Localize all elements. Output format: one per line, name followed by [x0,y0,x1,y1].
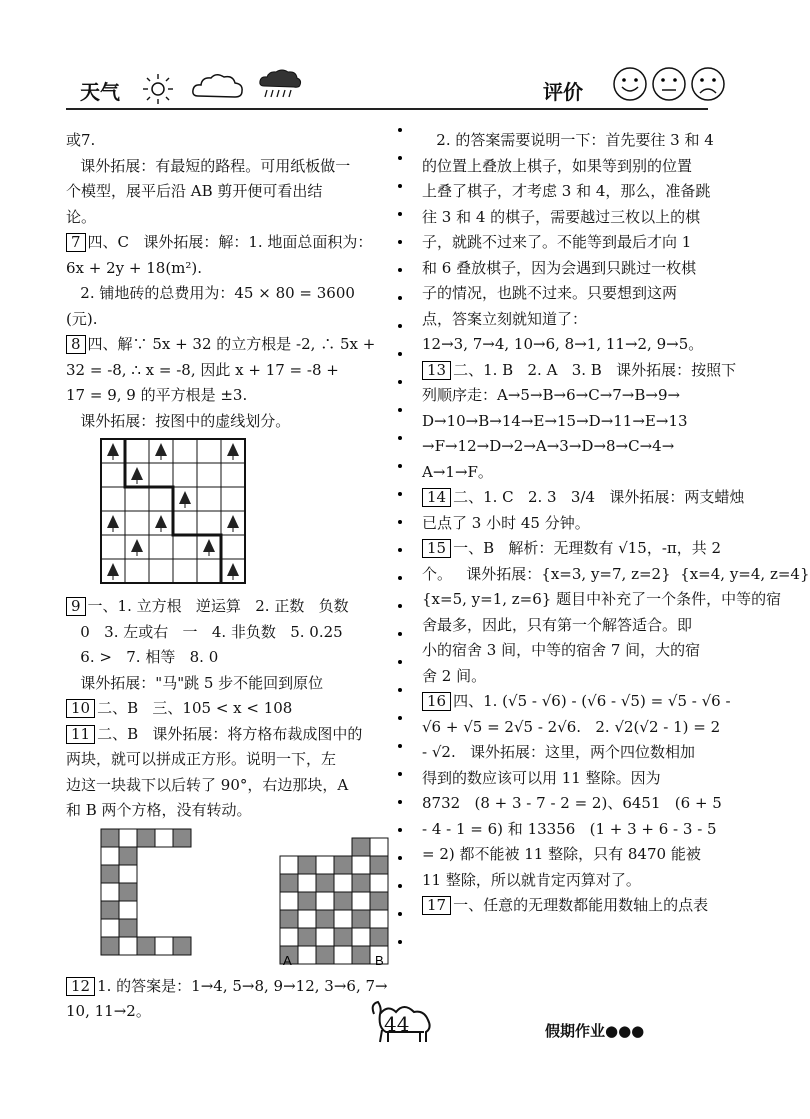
separator-dot [398,744,402,748]
answer-item [66,974,388,1000]
text-line: →F→12→D→2→A→3→D→8→C→4→ [422,437,675,455]
text-line: 得到的数应该可以用 11 整除。因为 [422,768,661,787]
item-number-box: 16 [422,692,451,711]
text-line: 舍最多，因此，只有第一个解答适合。即 [422,615,693,634]
item-text: 一、1. 立方根 逆运算 2. 正数 负数 [87,597,349,615]
answer-item [422,485,745,511]
grid-figure-cloth [100,828,400,968]
rating-label: 评价 [543,80,583,104]
text-line: 两块，就可以拼成正方形。说明一下，左 [66,750,337,768]
sun-icon [140,72,176,106]
item-text: 一、B 解析：无理数有 √15，-π，共 2 [453,539,722,557]
text-line: 个。 课外拓展：{x=3, y=7, z=2} {x=4, y=4, z=4} [422,564,810,583]
separator-dot [398,800,402,804]
separator-dot [398,660,402,664]
item-number-box: 17 [422,896,451,915]
text-line: 子的情况，也跳不过来。只要想到这两 [422,284,678,302]
item-number-box: 8 [66,335,86,354]
separator-dot [398,940,402,944]
separator-dot [398,156,402,160]
item-number-box: 13 [422,361,451,380]
item-text: 四、解∵ 5x + 32 的立方根是 -2, ∴ 5x + [87,335,376,353]
separator-dot [398,688,402,692]
text-line: 小的宿舍 3 间，中等的宿舍 7 间，大的宿 [422,641,701,659]
sad-face-icon [690,66,726,102]
separator-dot [398,128,402,132]
text-line: 点，答案立刻就知道了： [422,309,588,328]
answer-item [66,230,388,256]
text-line: 的位置上叠放上棋子，如果等到别的位置 [422,156,693,175]
text-line: 子，就跳不过来了。不能等到最后才向 1 [422,233,692,251]
left-column [66,128,388,1025]
text-line: 往 3 和 4 的棋子，需要越过三枚以上的棋 [422,207,701,226]
item-number-box: 12 [66,977,95,996]
text-line: √6 + √5 = 2√5 - 2√6. 2. √2(√2 - 1) = 2 [422,717,721,736]
grid-figure-trees [100,438,250,588]
text-line: 边这一块裁下以后转了 90°，右边那块，A [66,775,349,794]
rain-icon [258,68,302,104]
text-line: {x=5, y=1, z=6} 题目中补充了一个条件，中等的宿 [422,590,782,608]
item-number-box: 15 [422,539,451,558]
item-text: 二、B 三、105 < x < 108 [97,699,293,717]
item-text: 1. 的答案是：1→4, 5→8, 9→12, 3→6, 7→ [97,976,388,995]
text-line: 12→3, 7→4, 10→6, 8→1, 11→2, 9→5。 [422,335,704,353]
separator-dot [398,884,402,888]
separator-dot [398,464,402,468]
answer-item [66,332,388,358]
text-line: 0 3. 左或右 一 4. 非负数 5. 0.25 [66,622,343,641]
separator-dot [398,548,402,552]
text-line: 和 6 叠放棋子，因为会遇到只跳过一枚棋 [422,258,697,277]
weather-label: 天气 [80,80,120,104]
right-column [422,128,810,919]
item-text: 四、1. (√5 - √6) - (√6 - √5) = √5 - √6 - [453,692,731,710]
item-text: 二、1. C 2. 3 3/4 课外拓展：两支蜡烛 [453,488,745,506]
separator-dot [398,268,402,272]
text-line: 或7. [66,131,96,149]
column-separator [397,128,403,988]
text-line: 6. > 7. 相等 8. 0 [66,648,219,666]
text-line: = 2) 都不能被 11 整除，只有 8470 能被 [422,845,701,863]
separator-dot [398,912,402,916]
text-line: 个模型，展平后沿 AB 剪开便可看出结 [66,182,323,200]
item-number-box: 11 [66,725,95,744]
separator-dot [398,380,402,384]
item-text: 二、B 课外拓展：将方格布裁成图中的 [97,724,363,743]
separator-dot [398,240,402,244]
text-line: 课外拓展：有最短的路程。可用纸板做一 [66,156,351,175]
header-divider [66,108,708,110]
svg-text:A: A [283,952,292,968]
answer-item [66,722,388,748]
text-line: D→10→B→14→E→15→D→11→E→13 [422,411,688,430]
separator-dot [398,408,402,412]
separator-dot [398,772,402,776]
item-text: 一、任意的无理数都能用数轴上的点表 [453,896,709,914]
text-line: (元). [66,309,98,328]
separator-dot [398,184,402,188]
text-line: - √2. 课外拓展：这里，两个四位数相加 [422,743,696,761]
cloudy-icon [190,70,246,104]
separator-dot [398,856,402,860]
text-line: 32 = -8, ∴ x = -8, 因此 x + 17 = -8 + [66,360,339,379]
happy-face-icon [612,66,648,102]
text-line: 课外拓展：按图中的虚线划分。 [66,411,291,430]
separator-dot [398,828,402,832]
text-line: 课外拓展："马"跳 5 步不能回到原位 [66,673,324,692]
answer-item [422,358,737,384]
text-line: 舍 2 间。 [422,666,487,685]
separator-dot [398,212,402,216]
footer-title: 假期作业●●● [545,1022,645,1040]
text-line: 11 整除，所以就肯定丙算对了。 [422,870,641,889]
separator-dot [398,632,402,636]
text-line: 2. 铺地砖的总费用为：45 × 80 = 3600 [66,284,355,302]
answer-item [66,594,388,620]
answer-item [66,696,388,722]
page-number: 44 [384,1012,410,1036]
item-number-box: 14 [422,488,451,507]
text-line: 和 B 两个方格，没有转动。 [66,801,252,819]
answer-item [422,536,722,562]
text-line: 上叠了棋子，才考虑 3 和 4，那么，准备跳 [422,182,711,200]
text-line: 6x + 2y + 18(m²). [66,258,203,277]
separator-dot [398,296,402,300]
item-text: 二、1. B 2. A 3. B 课外拓展：按照下 [453,360,737,379]
separator-dot [398,352,402,356]
separator-dot [398,520,402,524]
separator-dot [398,492,402,496]
separator-dot [398,576,402,580]
separator-dot [398,716,402,720]
text-line: 列顺序走：A→5→B→6→C→7→B→9→ [422,386,681,404]
text-line: - 4 - 1 = 6) 和 13356 (1 + 3 + 6 - 3 - 5 [422,819,717,838]
item-text: 四、C 课外拓展：解：1. 地面总面积为： [87,233,373,251]
text-line: 10, 11→2。 [66,1002,151,1020]
answer-item [422,893,722,919]
separator-dot [398,324,402,328]
neutral-face-icon [651,66,687,102]
text-line: 8732 (8 + 3 - 7 - 2 = 2)、6451 (6 + 5 [422,794,722,812]
text-line: 已点了 3 小时 45 分钟。 [422,513,590,532]
answer-item [422,689,731,715]
item-number-box: 7 [66,233,86,252]
text-line: 2. 的答案需要说明一下：首先要往 3 和 4 [422,131,714,149]
separator-dot [398,604,402,608]
separator-dot [398,436,402,440]
item-number-box: 9 [66,597,86,616]
text-line: 17 = 9, 9 的平方根是 ±3. [66,386,248,404]
item-number-box: 10 [66,699,95,718]
text-line: 论。 [66,207,97,226]
svg-text:B: B [375,952,384,968]
text-line: A→1→F。 [422,462,493,481]
